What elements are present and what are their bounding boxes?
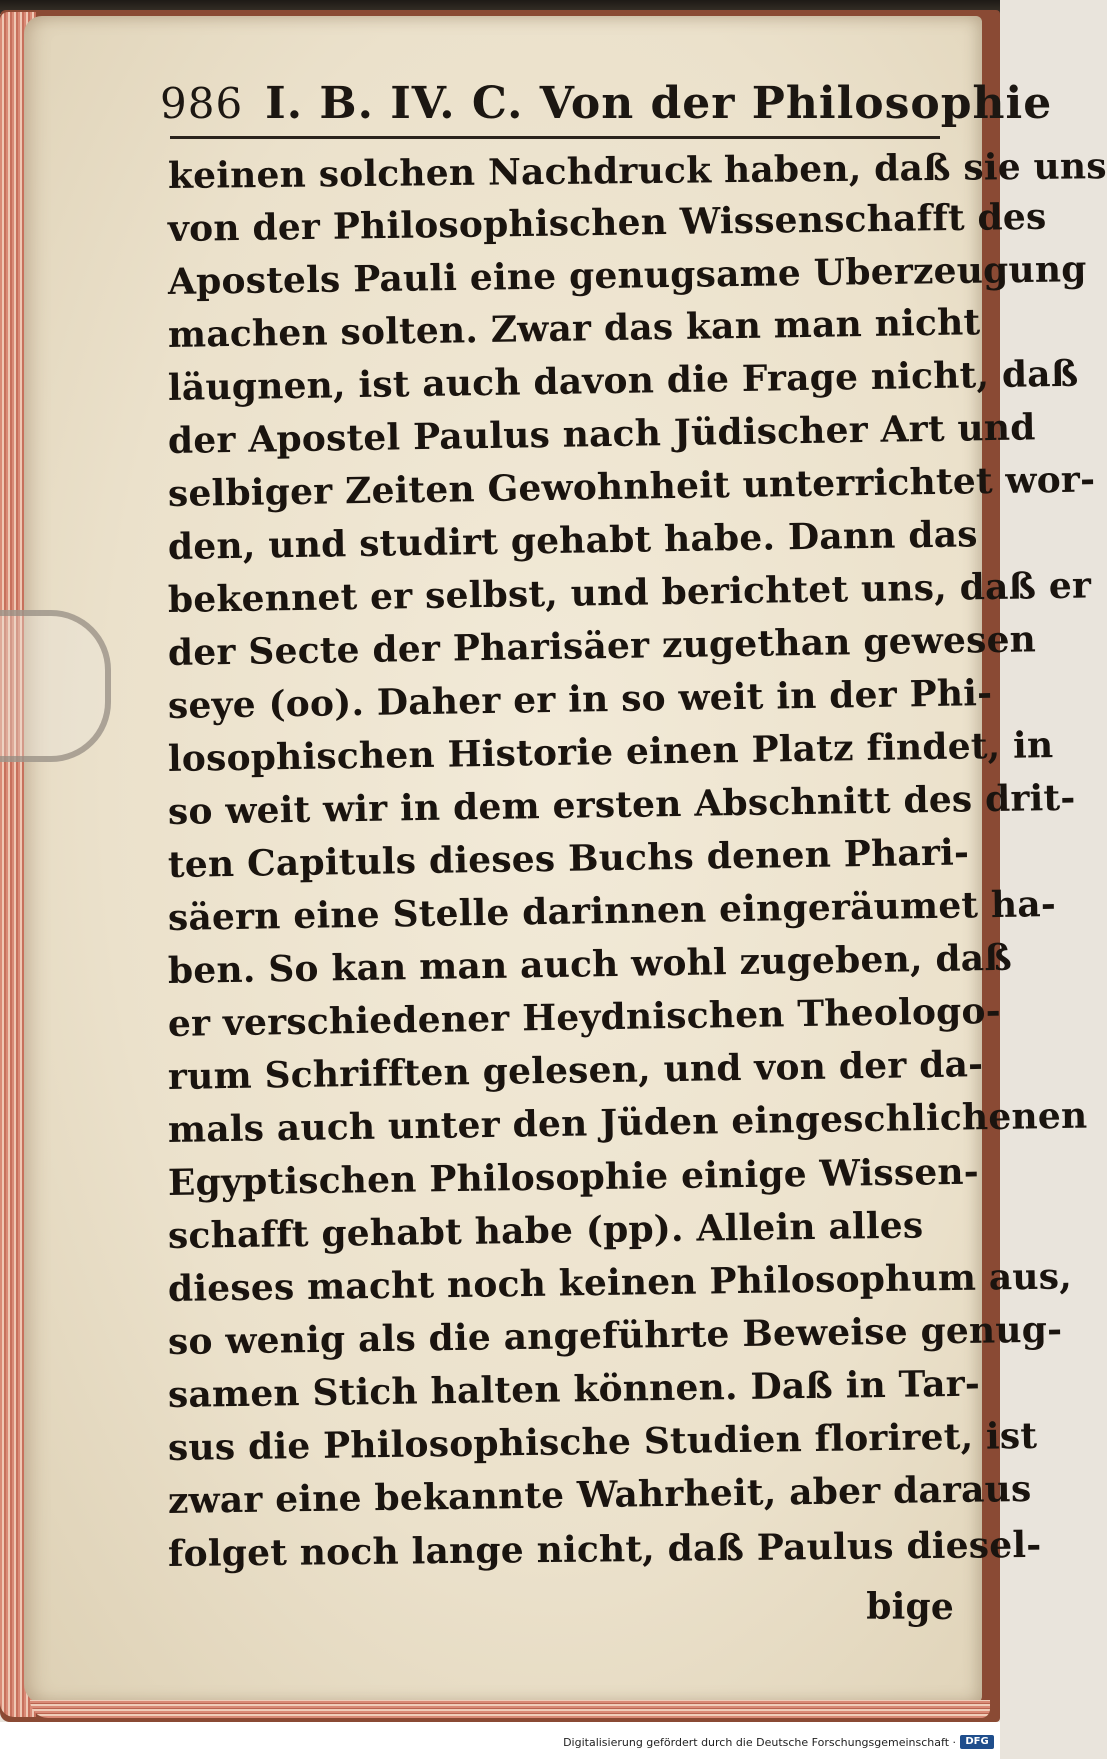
- header-rule: [170, 136, 940, 139]
- text-line: so wenig als die angeführte Beweise genug-: [167, 1308, 1063, 1363]
- page-header: [160, 78, 1053, 140]
- page-clip: [0, 610, 111, 762]
- text-line: folget noch lange nicht, daß Paulus diesel-: [167, 1523, 1042, 1575]
- text-line: er verschiedener Heydnischen Theologo-: [167, 989, 1002, 1045]
- digitization-credit: Digitalisierung gefördert durch die Deutsche Forschungsgemeinschaft ·: [563, 1736, 956, 1749]
- dfg-logo: DFG: [960, 1735, 994, 1749]
- text-line: der Secte der Pharisäer zugethan gewesen: [167, 618, 1037, 674]
- text-line: dieses macht noch keinen Philosophum aus,: [167, 1255, 1073, 1310]
- text-line: säern eine Stelle darinnen eingeräumet ha-: [167, 883, 1057, 939]
- text-line: von der Philosophischen Wissenschafft des: [167, 195, 1047, 250]
- text-line: Apostels Pauli eine genugsame Uberzeugung: [167, 248, 1087, 303]
- page-edge-bottom: [30, 1700, 990, 1718]
- text-line: mals auch unter den Jüden eingeschlichenen: [167, 1094, 1088, 1151]
- text-line: machen solten. Zwar das kan man nicht: [167, 301, 981, 356]
- text-line: Egyptischen Philosophie einige Wissen-: [167, 1150, 980, 1204]
- text-line: sus die Philosophische Studien floriret, ist: [167, 1414, 1038, 1469]
- text-line: der Apostel Paulus nach Jüdischer Art und: [167, 406, 1036, 462]
- running-head: I. B. IV. C. Von der Philosophie: [265, 78, 1053, 129]
- text-line: samen Stich halten können. Daß in Tar-: [167, 1362, 981, 1416]
- text-line: ben. So kan man auch wohl zugeben, daß: [167, 936, 1013, 992]
- catchword: bige: [866, 1586, 954, 1628]
- text-line: schafft gehabt habe (pp). Allein alles: [167, 1204, 924, 1257]
- text-line: läugnen, ist auch davon die Frage nicht, daß: [167, 352, 1079, 409]
- text-line: keinen solchen Nachdruck haben, daß sie uns: [167, 145, 1107, 197]
- text-line: zwar eine bekannte Wahrheit, aber daraus: [167, 1467, 1032, 1522]
- text-line: den, und studirt gehabt habe. Dann das: [167, 513, 978, 568]
- page-number: 986: [160, 79, 244, 128]
- text-line: so weit wir in dem ersten Abschnitt des drit-: [167, 776, 1076, 833]
- body-text: [167, 145, 1107, 1634]
- text-line: ten Capituls dieses Buchs denen Phari-: [167, 831, 970, 886]
- text-line: selbiger Zeiten Gewohnheit unterrichtet wor-: [167, 458, 1096, 515]
- text-line: rum Schrifften gelesen, und von der da-: [167, 1043, 984, 1098]
- text-line: bekennet er selbst, und berichtet uns, daß er: [167, 564, 1092, 621]
- text-line: losophischen Historie einen Platz findet, in: [167, 724, 1054, 780]
- text-line: seye (oo). Daher er in so weit in der Phi-: [167, 672, 993, 727]
